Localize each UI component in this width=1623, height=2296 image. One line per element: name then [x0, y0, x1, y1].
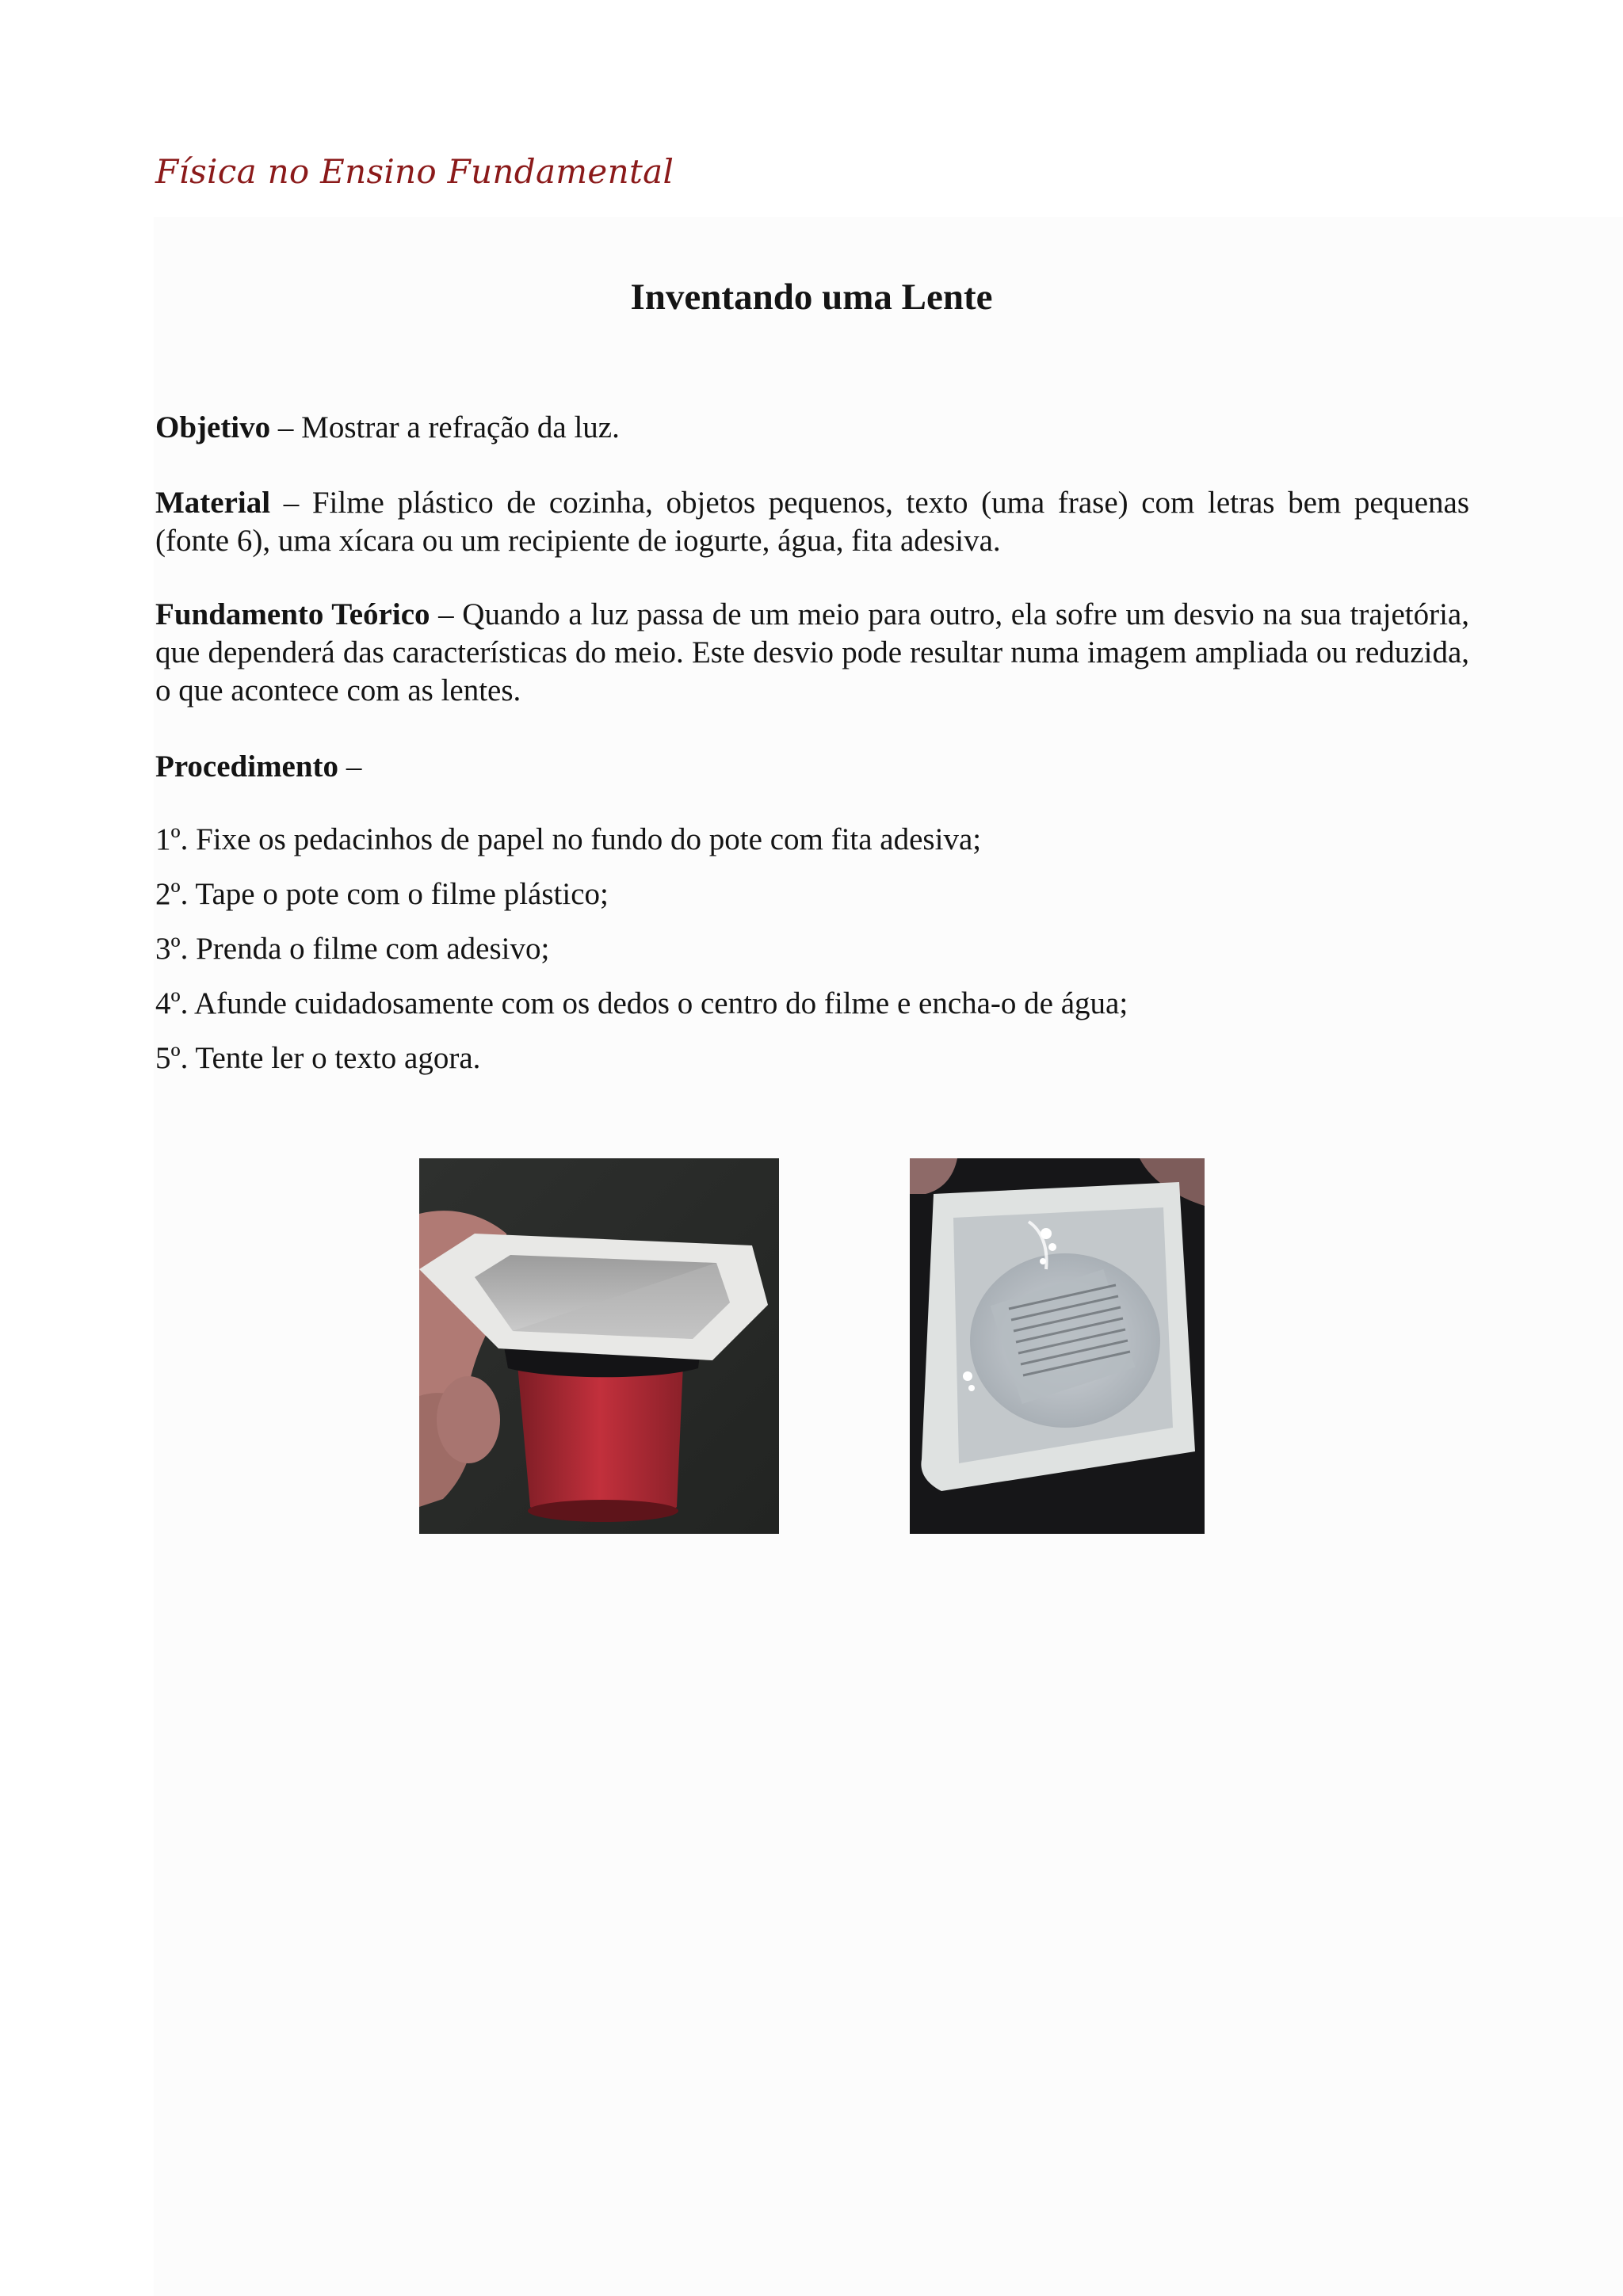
yogurt-cup-photo — [419, 1158, 779, 1534]
running-header: Física no Ensino Fundamental — [155, 152, 674, 191]
procedure-step: 5º. Tente ler o texto agora. — [155, 1041, 481, 1075]
objetivo-text: – Mostrar a refração da luz. — [270, 410, 620, 444]
material-text: – Filme plástico de cozinha, objetos pequenos, texto (uma frase) com letras bem pequenas (fonte 6), uma xícara ou um recipiente de iogurte, água, fita adesiva. — [155, 486, 1469, 558]
water-lens-photo — [910, 1158, 1205, 1534]
procedimento-label: Procedimento — [155, 749, 339, 784]
procedure-steps — [155, 821, 1128, 1094]
objetivo-paragraph — [155, 409, 1469, 447]
procedimento-heading — [155, 748, 1469, 786]
objetivo-label: Objetivo — [155, 410, 271, 444]
fundamento-label: Fundamento Teórico — [155, 597, 430, 631]
fundamento-text: – Quando a luz passa de um meio para outro, ela sofre um desvio na sua trajetória, que dependerá das características do meio. Este desvio pode resultar numa imagem ampliada ou reduzida, o que acontece com as lentes. — [155, 597, 1469, 707]
material-paragraph — [155, 484, 1469, 560]
fundamento-paragraph — [155, 596, 1469, 710]
procedure-step: 1º. Fixe os pedacinhos de papel no fundo do pote com fita adesiva; — [155, 822, 982, 856]
procedure-step: 2º. Tape o pote com o filme plástico; — [155, 877, 609, 911]
document-title: Inventando uma Lente — [630, 277, 993, 318]
procedure-step: 4º. Afunde cuidadosamente com os dedos o centro do filme e encha-o de água; — [155, 986, 1128, 1020]
procedure-step: 3º. Prenda o filme com adesivo; — [155, 932, 550, 966]
procedimento-dash: – — [338, 749, 362, 784]
material-label: Material — [155, 486, 271, 520]
